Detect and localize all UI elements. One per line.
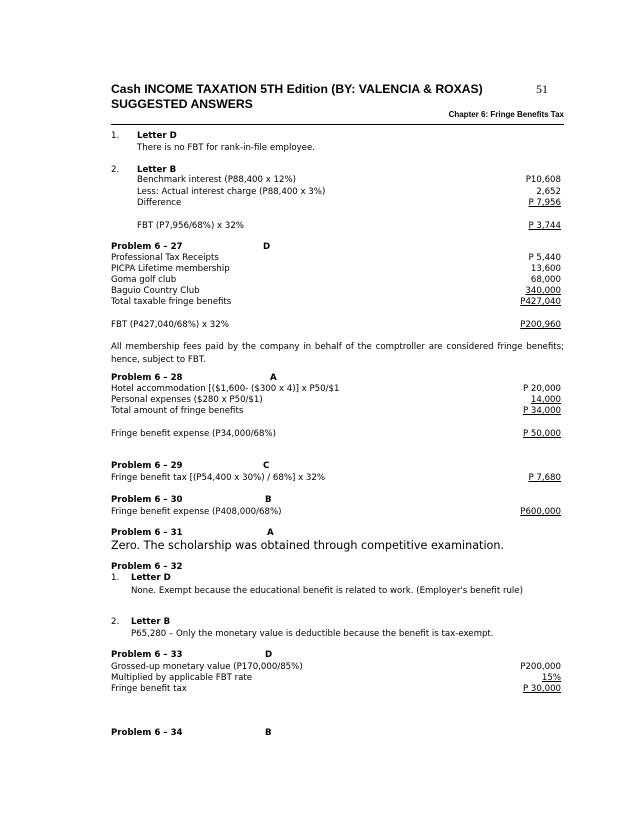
problem-31-answer: A: [267, 528, 274, 538]
p27-row-label: Professional Tax Receipts: [111, 253, 219, 263]
page-number: 51: [536, 82, 548, 96]
chapter-label: Chapter 6: Fringe Benefits Tax: [448, 110, 564, 119]
p32-item2-letter: Letter B: [131, 617, 171, 627]
document-subtitle: SUGGESTED ANSWERS: [111, 97, 253, 111]
p32-item2-number: 2.: [111, 617, 120, 627]
header-rule: [111, 124, 564, 125]
item2-row-label: Benchmark interest (P88,400 x 12%): [137, 175, 296, 185]
p29-row-amount: P 7,680: [528, 473, 561, 483]
p30-row-label: Fringe benefit expense (P408,000/68%): [111, 507, 282, 517]
p29-row-label: Fringe benefit tax [(P54,400 x 30%) / 68%] x 32%: [111, 473, 326, 483]
problem-33-title: Problem 6 – 33: [111, 650, 183, 660]
problem-34-answer: B: [265, 728, 272, 738]
item2-row-amount: 2,652: [536, 187, 561, 197]
p28-expense-amount: P 50,000: [523, 429, 561, 439]
item1-letter: Letter D: [137, 131, 177, 141]
item2-fbt-label: FBT (P7,956/68%) x 32%: [137, 221, 244, 231]
item2-letter: Letter B: [137, 165, 177, 175]
problem-32-title: Problem 6 – 32: [111, 562, 183, 572]
p30-row-amount: P600,000: [520, 507, 561, 517]
p28-total-label: Total amount of fringe benefits: [111, 406, 244, 416]
p28-row-amount: 14,000: [530, 395, 561, 405]
item2-number: 2.: [111, 165, 120, 175]
item1-text: There is no FBT for rank-in-file employee.: [137, 143, 315, 153]
item1-number: 1.: [111, 131, 120, 141]
p32-item1-letter: Letter D: [131, 573, 171, 583]
p27-total-label: Total taxable fringe benefits: [111, 297, 232, 307]
p28-row-label: Personal expenses ($280 x P50/$1): [111, 395, 263, 405]
p33-tax-amount: P 30,000: [523, 684, 561, 694]
p27-row-label: Goma golf club: [111, 275, 177, 285]
p28-expense-label: Fringe benefit expense (P34,000/68%): [111, 429, 277, 439]
p27-row-amount: 340,000: [525, 286, 561, 296]
p31-text: Zero. The scholarship was obtained through competitive examination.: [111, 539, 505, 552]
p28-total-amount: P 34,000: [523, 406, 561, 416]
p27-total-amount: P427,040: [520, 297, 561, 307]
p33-tax-label: Fringe benefit tax: [111, 684, 187, 694]
p33-row-label: Multiplied by applicable FBT rate: [111, 673, 253, 683]
p27-row-amount: 68,000: [530, 275, 561, 285]
p32-item1-number: 1.: [111, 573, 120, 583]
p27-fbt-amount: P200,960: [520, 320, 561, 330]
p27-row-amount: 13,600: [530, 264, 561, 274]
p27-fbt-label: FBT (P427,040/68%) x 32%: [111, 320, 229, 330]
problem-28-title: Problem 6 – 28: [111, 373, 183, 383]
p32-item1-text: None. Exempt because the educational benefit is related to work. (Employer's benefit rule): [131, 586, 523, 596]
document-title: Cash INCOME TAXATION 5TH Edition (BY: VALENCIA & ROXAS): [111, 82, 483, 96]
problem-27-title: Problem 6 – 27: [111, 242, 183, 252]
p27-row-amount: P 5,440: [528, 253, 561, 263]
p27-row-label: PICPA Lifetime membership: [111, 264, 230, 274]
problem-30-answer: B: [265, 495, 272, 505]
problem-30-title: Problem 6 – 30: [111, 495, 183, 505]
problem-31-title: Problem 6 – 31: [111, 528, 183, 538]
p27-note: All membership fees paid by the company in behalf of the comptroller are considered fringe benefits; hence, subject to FBT.: [111, 342, 564, 365]
p27-row-label: Baguio Country Club: [111, 286, 200, 296]
problem-29-answer: C: [263, 461, 270, 471]
problem-29-title: Problem 6 – 29: [111, 461, 183, 471]
p33-row-amount: 15%: [541, 673, 561, 683]
problem-34-title: Problem 6 – 34: [111, 728, 183, 738]
item2-fbt-amount: P 3,744: [528, 221, 561, 231]
item2-row-amount: P10,608: [525, 175, 561, 185]
item2-row-label: Less: Actual interest charge (P88,400 x 3%): [137, 187, 326, 197]
item2-row-label: Difference: [137, 198, 182, 208]
p33-row-amount: P200,000: [520, 662, 561, 672]
p28-row-amount: P 20,000: [523, 384, 561, 394]
item2-row-amount: P 7,956: [528, 198, 561, 208]
p28-row-label: Hotel accommodation [($1,600- ($300 x 4)] x P50/$1: [111, 384, 340, 394]
problem-28-answer: A: [270, 373, 277, 383]
problem-27-answer: D: [263, 242, 271, 252]
p33-row-label: Grossed-up monetary value (P170,000/85%): [111, 662, 303, 672]
p32-item2-text: P65,280 – Only the monetary value is deductible because the benefit is tax-exempt.: [131, 629, 494, 639]
problem-33-answer: D: [265, 650, 273, 660]
